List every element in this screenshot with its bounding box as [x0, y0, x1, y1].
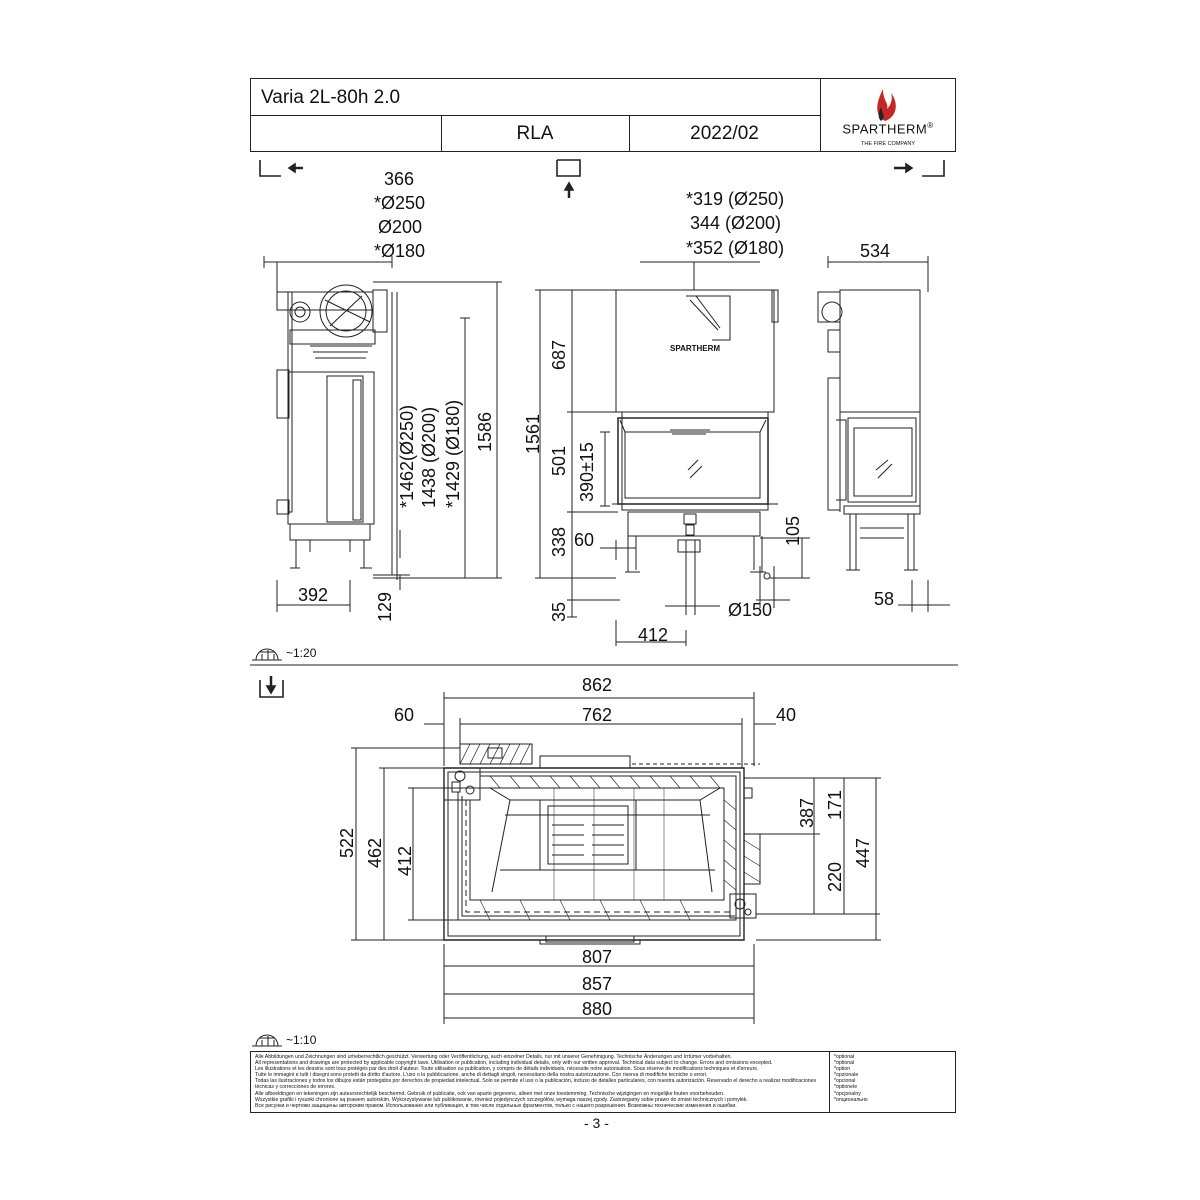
dim-plan-522: 522 [337, 827, 357, 858]
dim-front-top-1: 344 (Ø200) [690, 213, 782, 233]
dim-left-bottom-1: 129 [375, 591, 395, 622]
dim-left-v-2: *1429 (Ø180) [443, 399, 463, 508]
dim-front-412: 412 [638, 625, 669, 645]
optional-legend: *optional *optional *option *opzionale *opcional *optionele *opcjonalny *опционально [829, 1052, 949, 1112]
dim-plan-40: 40 [776, 705, 797, 725]
dim-front-1561: 1561 [523, 413, 543, 454]
dim-right-58: 58 [874, 589, 895, 609]
revision-date: 2022/02 [690, 123, 759, 144]
dim-front-60: 60 [574, 530, 595, 550]
dim-front-d150: Ø150 [728, 600, 773, 620]
dim-plan-412: 412 [395, 845, 415, 876]
plan-view [351, 692, 881, 1024]
page-number: - 3 - [584, 1115, 609, 1131]
left-view-icon [260, 160, 303, 176]
dim-plan-220: 220 [825, 861, 845, 892]
dim-plan-857: 857 [582, 974, 613, 994]
dim-left-v-0: *1462(Ø250) [397, 404, 417, 508]
dim-plan-762: 762 [582, 705, 613, 725]
scale-icon-bottom [252, 1035, 282, 1046]
dim-plan-447: 447 [853, 837, 873, 868]
dim-plan-171: 171 [825, 789, 845, 820]
dim-left-bottom-0: 392 [298, 585, 329, 605]
disclaimer-line: Tutte le immagini e tutti i disegni sono protetti da diritto d'autore. L'uso o la pubblicazione, anche di dettagli singoli, necessitano della nostra autorizzazione. Con riserva di modifiche tecniche o errori. [255, 1072, 708, 1079]
dim-front-top-2: *352 (Ø180) [686, 238, 785, 258]
scale-top-label: ~1:20 [286, 646, 317, 660]
disclaimer-line: Wszystkie grafiki i rysunki chronione są prawem autorskim. Wykorzystywanie lub publikowanie, również pojedynczych szczegółów, wymaga naszej zgody. Zastrzegamy sobie prawo do zmian technicznych i pomyłek. [255, 1096, 748, 1103]
scale-bottom-label: ~1:10 [286, 1033, 317, 1047]
dim-front-687: 687 [549, 339, 569, 370]
dim-front-top-0: *319 (Ø250) [686, 189, 785, 209]
left-side-view [264, 256, 502, 612]
dim-front-501: 501 [549, 445, 569, 476]
dim-plan-387: 387 [797, 797, 817, 828]
disclaimer-line: Todas las ilustraciones y todos los dibujos están protegidos por derechos de propiedad intelectual. Solo se permite el uso o la publicación, incluso de detalles particulares, con nuestra autorización. Reservado el derecho a realizar modificaciones técnicas y correcciones de errores. [255, 1078, 817, 1091]
dim-front-390: 390±15 [577, 442, 597, 502]
front-view-icon [557, 160, 580, 198]
brand-name: SPARTHERM® [842, 121, 934, 137]
right-side-view [818, 256, 950, 612]
dim-plan-462: 462 [365, 837, 385, 868]
disclaimer-line: All representations and drawings are protected by applicable copyright laws. Utilisation or publication, including individual details, only with our written approval. Technical data subject to change. Errors and omissions excepted. [255, 1060, 773, 1067]
dim-front-338: 338 [549, 526, 569, 557]
dim-left-top-2: Ø200 [378, 217, 423, 237]
model-name: Varia 2L-80h 2.0 [261, 87, 401, 108]
disclaimer-line: Все рисунки и чертежи защищены авторским правом. Использование или публикация, в том числе отдельных фрагментов, только с нашего разрешения. Возможны технические изменения и ошибки. [255, 1102, 737, 1109]
right-view-icon [894, 160, 944, 176]
dim-plan-862: 862 [582, 675, 613, 695]
disclaimer-line: Les illustrations et les dessins sont tous protégés par des droit d'auteur. Toute utilisation ou publication, y compris de détails individuels, nécessite notre autorisation. Sous réserve de modifications techniques et d'erreurs. [255, 1066, 759, 1073]
dim-left-v-3: 1586 [475, 411, 495, 452]
scale-icon-top [252, 649, 282, 660]
dim-front-105: 105 [783, 515, 803, 546]
dim-left-top-3: *Ø180 [374, 241, 426, 261]
dim-plan-880: 880 [582, 999, 613, 1019]
dim-left-top-1: *Ø250 [374, 193, 426, 213]
variant-code: RLA [516, 123, 554, 144]
dim-left-top-0: 366 [384, 169, 415, 189]
disclaimer-line: Alle Abbildungen und Zeichnungen sind urheberrechtlich geschützt. Verwertung oder Veröffentlichung, auch einzelner Details, nur mit unserer Genehmigung. Technische Änderungen und Irrtümer vorbehalten. [255, 1054, 732, 1060]
copyright-disclaimer [250, 1051, 956, 1113]
dim-plan-807: 807 [582, 947, 613, 967]
dim-left-v-1: 1438 (Ø200) [419, 406, 439, 508]
dim-front-35: 35 [549, 601, 569, 622]
disclaimer-line: Alle afbeeldingen en tekeningen zijn auteursrechtelijk beschermd. Gebruik of publicatie, ook van aparte gegevens, alleen met onze toestemming. Technische wijzigingen en mogelijke fouten voorbehouden. [255, 1090, 725, 1097]
brand-tagline: THE FIRE COMPANY [861, 141, 915, 147]
plan-view-icon [260, 676, 283, 697]
door-logo: SPARTHERM [670, 344, 721, 353]
dim-plan-60: 60 [394, 705, 415, 725]
dim-right-534: 534 [860, 241, 891, 261]
